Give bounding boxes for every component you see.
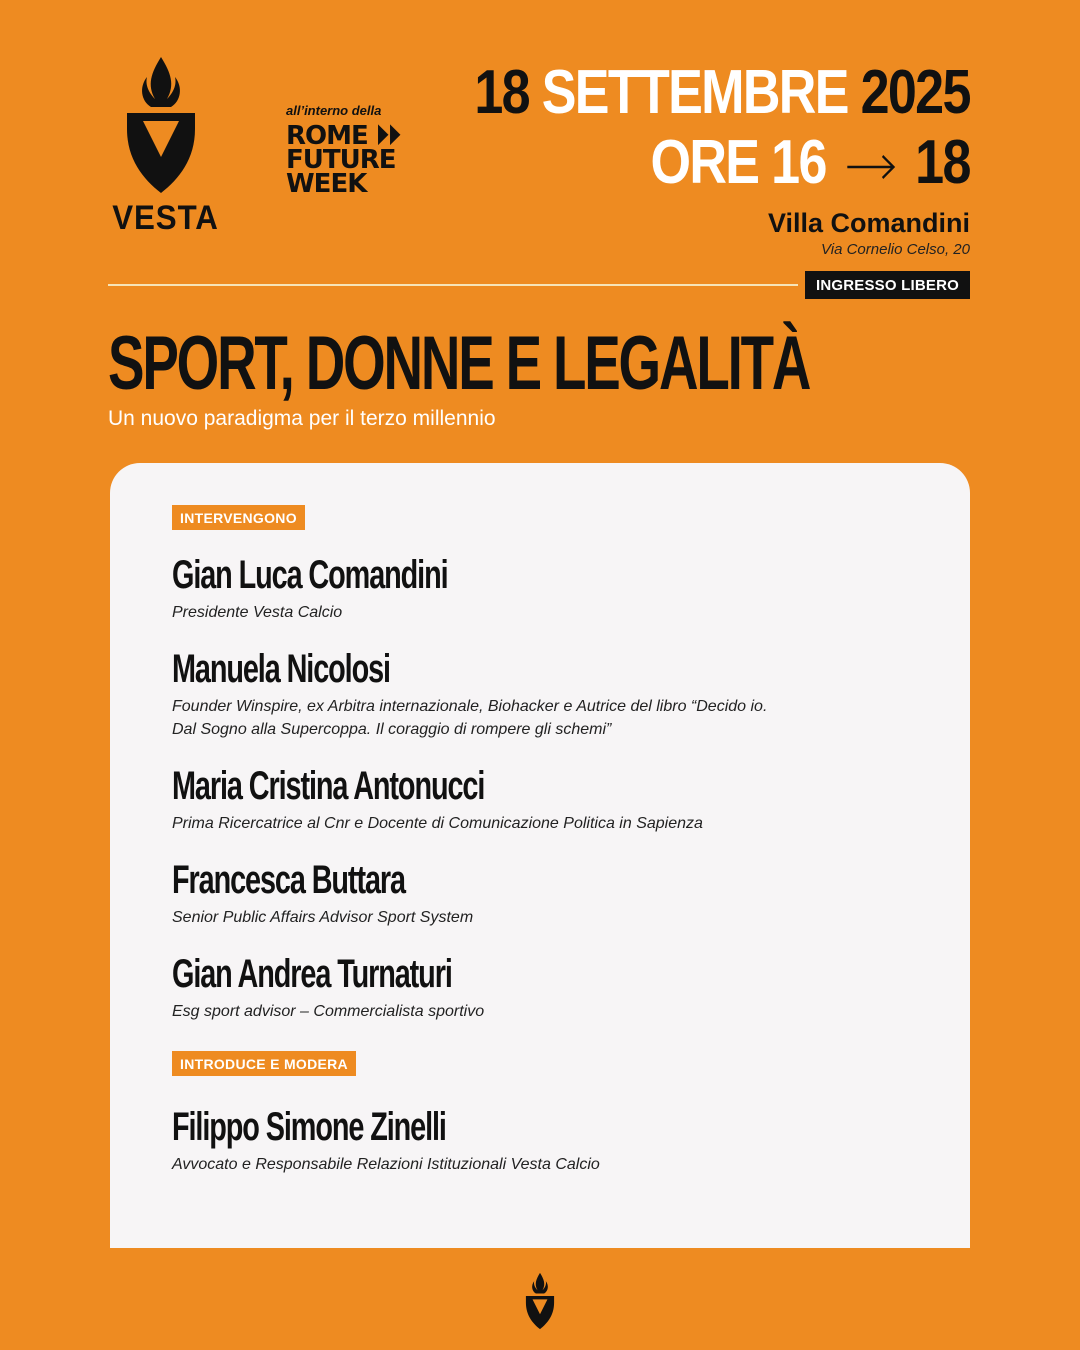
speaker-item	[172, 763, 908, 835]
moderator-item	[172, 1104, 908, 1176]
partner-line-3: WEEK	[286, 169, 367, 199]
speaker-name: Gian Andrea Turnaturi	[172, 952, 452, 996]
time-end: 18	[915, 128, 970, 197]
time-start: ORE 16	[650, 128, 826, 197]
entry-badge: INGRESSO LIBERO	[805, 271, 970, 299]
moderator-name: Filippo Simone Zinelli	[172, 1105, 446, 1149]
date-day: 18	[474, 58, 530, 127]
speaker-name: Francesca Buttara	[172, 858, 405, 902]
moderator-label: INTRODUCE E MODERA	[172, 1051, 356, 1076]
speakers-card	[110, 463, 970, 1248]
speaker-name: Maria Cristina Antonucci	[172, 764, 485, 808]
speaker-item	[172, 857, 908, 929]
speaker-role: Presidente Vesta Calcio	[172, 604, 343, 621]
speaker-role-continued: Dal Sogno alla Supercoppa. Il coraggio di rompere gli schemi”	[172, 721, 612, 738]
speaker-name: Gian Luca Comandini	[172, 553, 448, 597]
event-datetime	[380, 58, 970, 198]
partner-line-1: ROME ⏵⏵	[286, 121, 400, 151]
speaker-role: Senior Public Affairs Advisor Sport System	[172, 909, 474, 926]
arrow-right-icon	[846, 153, 896, 181]
speaker-role: Founder Winspire, ex Arbitra internazionale, Biohacker e Autrice del libro “Decido io.	[172, 698, 768, 715]
event-time	[475, 128, 970, 198]
partner-line-2: FUTURE	[286, 145, 396, 175]
speaker-item	[172, 646, 908, 741]
venue-name: Villa Comandini	[767, 208, 970, 238]
date-year: 2025	[860, 58, 970, 127]
speaker-item	[172, 951, 908, 1023]
speakers-label: INTERVENGONO	[172, 505, 305, 530]
speaker-role: Prima Ricercatrice al Cnr e Docente di Comunicazione Politica in Sapienza	[172, 815, 703, 832]
venue-address: Via Cornelio Celso, 20	[821, 241, 970, 258]
event-subtitle: Un nuovo paradigma per il terzo millennio	[108, 407, 496, 430]
event-title: SPORT, DONNE E LEGALITÀ	[108, 321, 810, 406]
event-venue	[768, 208, 970, 258]
brand-name: VESTA	[112, 199, 219, 237]
speakers-list	[172, 552, 908, 1023]
torch-shield-icon	[123, 55, 199, 195]
moderator-role: Avvocato e Responsabile Relazioni Istituzionali Vesta Calcio	[172, 1156, 600, 1173]
event-date	[475, 58, 970, 128]
footer-logo	[524, 1272, 556, 1335]
header-divider	[108, 284, 798, 286]
torch-shield-icon	[524, 1272, 556, 1330]
speaker-item	[172, 552, 908, 624]
speaker-role: Esg sport advisor – Commercialista sportivo	[172, 1003, 485, 1020]
partner-caption: all’interno della	[286, 103, 382, 118]
vesta-logo	[108, 55, 219, 238]
speaker-name: Manuela Nicolosi	[172, 647, 390, 691]
date-month: SETTEMBRE	[541, 58, 849, 127]
